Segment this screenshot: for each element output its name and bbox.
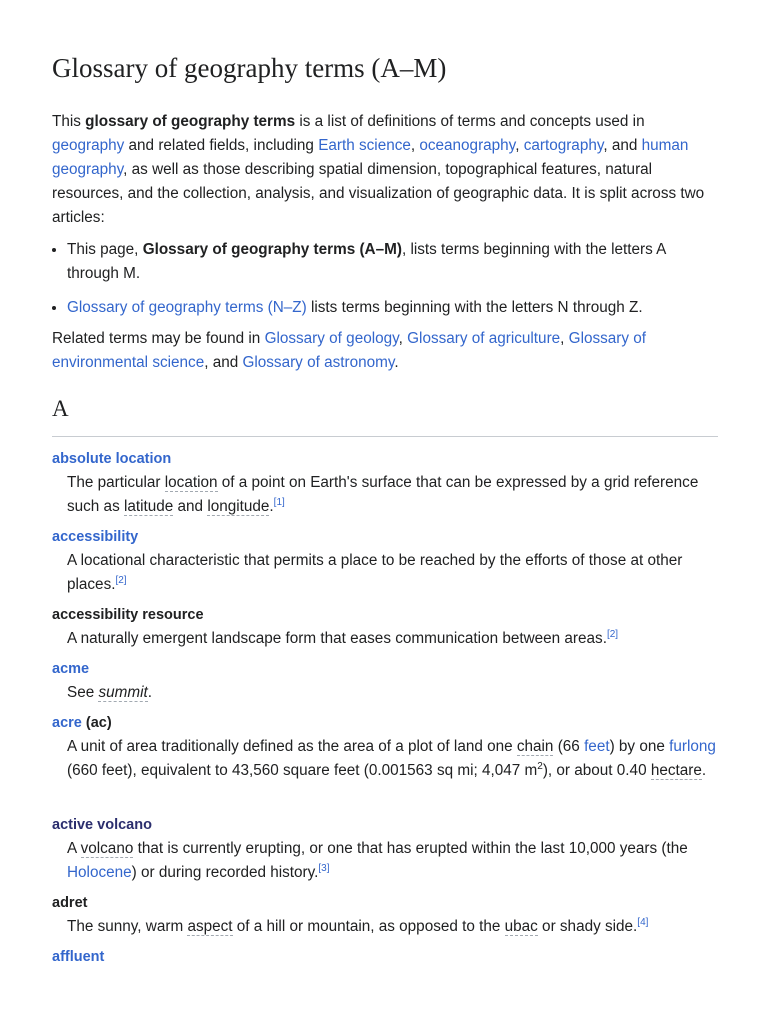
definition-text: ) or during recorded history. bbox=[131, 864, 319, 881]
link-glossary-agriculture[interactable]: Glossary of agriculture bbox=[407, 330, 561, 347]
intro-text: is a list of definitions of terms and concepts used in bbox=[295, 113, 645, 130]
link-aspect[interactable]: aspect bbox=[187, 918, 233, 935]
definition-accessibility bbox=[67, 549, 718, 597]
link-chain[interactable]: chain bbox=[516, 738, 554, 755]
link-feet[interactable]: feet bbox=[584, 738, 610, 755]
definition-text: (66 bbox=[553, 738, 585, 755]
intro-text: , bbox=[515, 137, 524, 154]
definition-text: . bbox=[147, 684, 153, 701]
link-glossary-environmental-science[interactable]: Glossary of environmental science bbox=[52, 330, 647, 371]
intro-bold-term: glossary of geography terms bbox=[85, 113, 296, 130]
definition-text: that is currently erupting, or one that has erupted within the last 10,000 years (the bbox=[133, 840, 688, 857]
link-cartography[interactable]: cartography bbox=[523, 137, 604, 154]
definition-text: The sunny, warm bbox=[67, 918, 188, 935]
section-divider bbox=[52, 436, 718, 437]
list-text: lists terms beginning with the letters N through Z. bbox=[306, 299, 643, 316]
list-bold-title: Glossary of geography terms (A–M) bbox=[142, 241, 402, 258]
term-affluent[interactable]: affluent bbox=[52, 949, 105, 965]
definition-accessibility-resource bbox=[67, 627, 718, 651]
definition-text: ) by one bbox=[609, 738, 670, 755]
definition-text: See bbox=[67, 684, 99, 701]
article-list bbox=[52, 238, 718, 320]
link-earth-science[interactable]: Earth science bbox=[318, 137, 411, 154]
term-absolute-location[interactable]: absolute location bbox=[52, 451, 172, 467]
definition-absolute-location bbox=[67, 471, 718, 519]
list-text: , lists terms beginning with the letters A through M. bbox=[67, 241, 666, 282]
term-active-volcano[interactable]: active volcano bbox=[52, 817, 152, 833]
link-human-geography[interactable]: human geography bbox=[52, 137, 689, 178]
link-oceanography[interactable]: oceanography bbox=[419, 137, 516, 154]
definition-text: (660 feet), equivalent to 43,560 square feet (0.001563 sq mi; 4,047 m bbox=[67, 762, 538, 779]
list-text: This page, bbox=[67, 241, 143, 258]
list-item bbox=[67, 296, 718, 320]
intro-paragraph bbox=[52, 110, 718, 230]
definition-text: and bbox=[173, 498, 208, 515]
link-longitude[interactable]: longitude bbox=[207, 498, 270, 515]
definition-acre bbox=[67, 735, 718, 783]
term-accessibility-resource: accessibility resource bbox=[52, 607, 204, 623]
link-geography[interactable]: geography bbox=[52, 137, 125, 154]
intro-text: and related fields, including bbox=[124, 137, 319, 154]
related-text: . bbox=[394, 354, 399, 371]
term-acme[interactable]: acme bbox=[52, 661, 90, 677]
definition-text: ), or about 0.40 bbox=[542, 762, 651, 779]
link-glossary-geology[interactable]: Glossary of geology bbox=[264, 330, 399, 347]
definition-text: of a hill or mountain, as opposed to the bbox=[232, 918, 505, 935]
intro-text: , as well as those describing spatial dimension, topographical features, natural resources, and the collection, analysis, and visualization of geographic data. It is split across two articles: bbox=[52, 161, 705, 226]
definition-text: . bbox=[701, 762, 707, 779]
link-ubac[interactable]: ubac bbox=[504, 918, 538, 935]
definition-active-volcano bbox=[67, 837, 718, 885]
term-accessibility[interactable]: accessibility bbox=[52, 529, 139, 545]
link-hectare[interactable]: hectare bbox=[650, 762, 702, 779]
page-title: Glossary of geography terms (A–M) bbox=[52, 53, 447, 83]
term-adret: adret bbox=[52, 895, 88, 911]
definition-text: . bbox=[269, 498, 274, 515]
link-volcano[interactable]: volcano bbox=[80, 840, 134, 857]
link-glossary-n-z[interactable]: Glossary of geography terms (N–Z) bbox=[67, 299, 307, 316]
related-text: , and bbox=[204, 354, 243, 371]
section-heading-a: A bbox=[52, 396, 69, 421]
citation-ref[interactable]: [1] bbox=[273, 496, 285, 508]
citation-ref[interactable]: [2] bbox=[115, 574, 127, 586]
term-acre[interactable]: acre bbox=[52, 715, 82, 731]
intro-text: , bbox=[410, 137, 420, 154]
link-holocene[interactable]: Holocene bbox=[67, 864, 132, 881]
related-text: , bbox=[560, 330, 569, 347]
definition-text: of a point on Earth's surface that can be expressed by a grid reference such as bbox=[67, 474, 699, 515]
citation-ref[interactable]: [3] bbox=[318, 862, 330, 874]
definition-text: A bbox=[67, 840, 81, 857]
definition-adret bbox=[67, 915, 718, 939]
related-text: Related terms may be found in bbox=[52, 330, 265, 347]
intro-text: , and bbox=[603, 137, 642, 154]
definition-text: A locational characteristic that permits a place to be reached by the efforts of those at other places. bbox=[67, 552, 683, 593]
citation-ref[interactable]: [2] bbox=[606, 628, 619, 640]
citation-ref[interactable]: [4] bbox=[637, 916, 649, 928]
definition-text: A naturally emergent landscape form that eases communication between areas. bbox=[67, 630, 607, 647]
definition-text: A unit of area traditionally defined as the area of a plot of land one bbox=[67, 738, 517, 755]
definition-text: or shady side. bbox=[537, 918, 638, 935]
link-summit[interactable]: summit bbox=[98, 684, 148, 701]
term-acre-row bbox=[52, 711, 112, 735]
link-location[interactable]: location bbox=[164, 474, 218, 491]
link-furlong[interactable]: furlong bbox=[669, 738, 716, 755]
related-paragraph bbox=[52, 327, 718, 375]
related-text: , bbox=[398, 330, 408, 347]
intro-text: This bbox=[52, 113, 86, 130]
superscript: 2 bbox=[537, 760, 543, 772]
term-abbreviation: (ac) bbox=[85, 715, 112, 731]
link-glossary-astronomy[interactable]: Glossary of astronomy bbox=[242, 354, 395, 371]
definition-acme bbox=[67, 681, 718, 705]
definition-text: The particular bbox=[67, 474, 165, 491]
list-item bbox=[67, 238, 718, 286]
link-latitude[interactable]: latitude bbox=[123, 498, 174, 515]
